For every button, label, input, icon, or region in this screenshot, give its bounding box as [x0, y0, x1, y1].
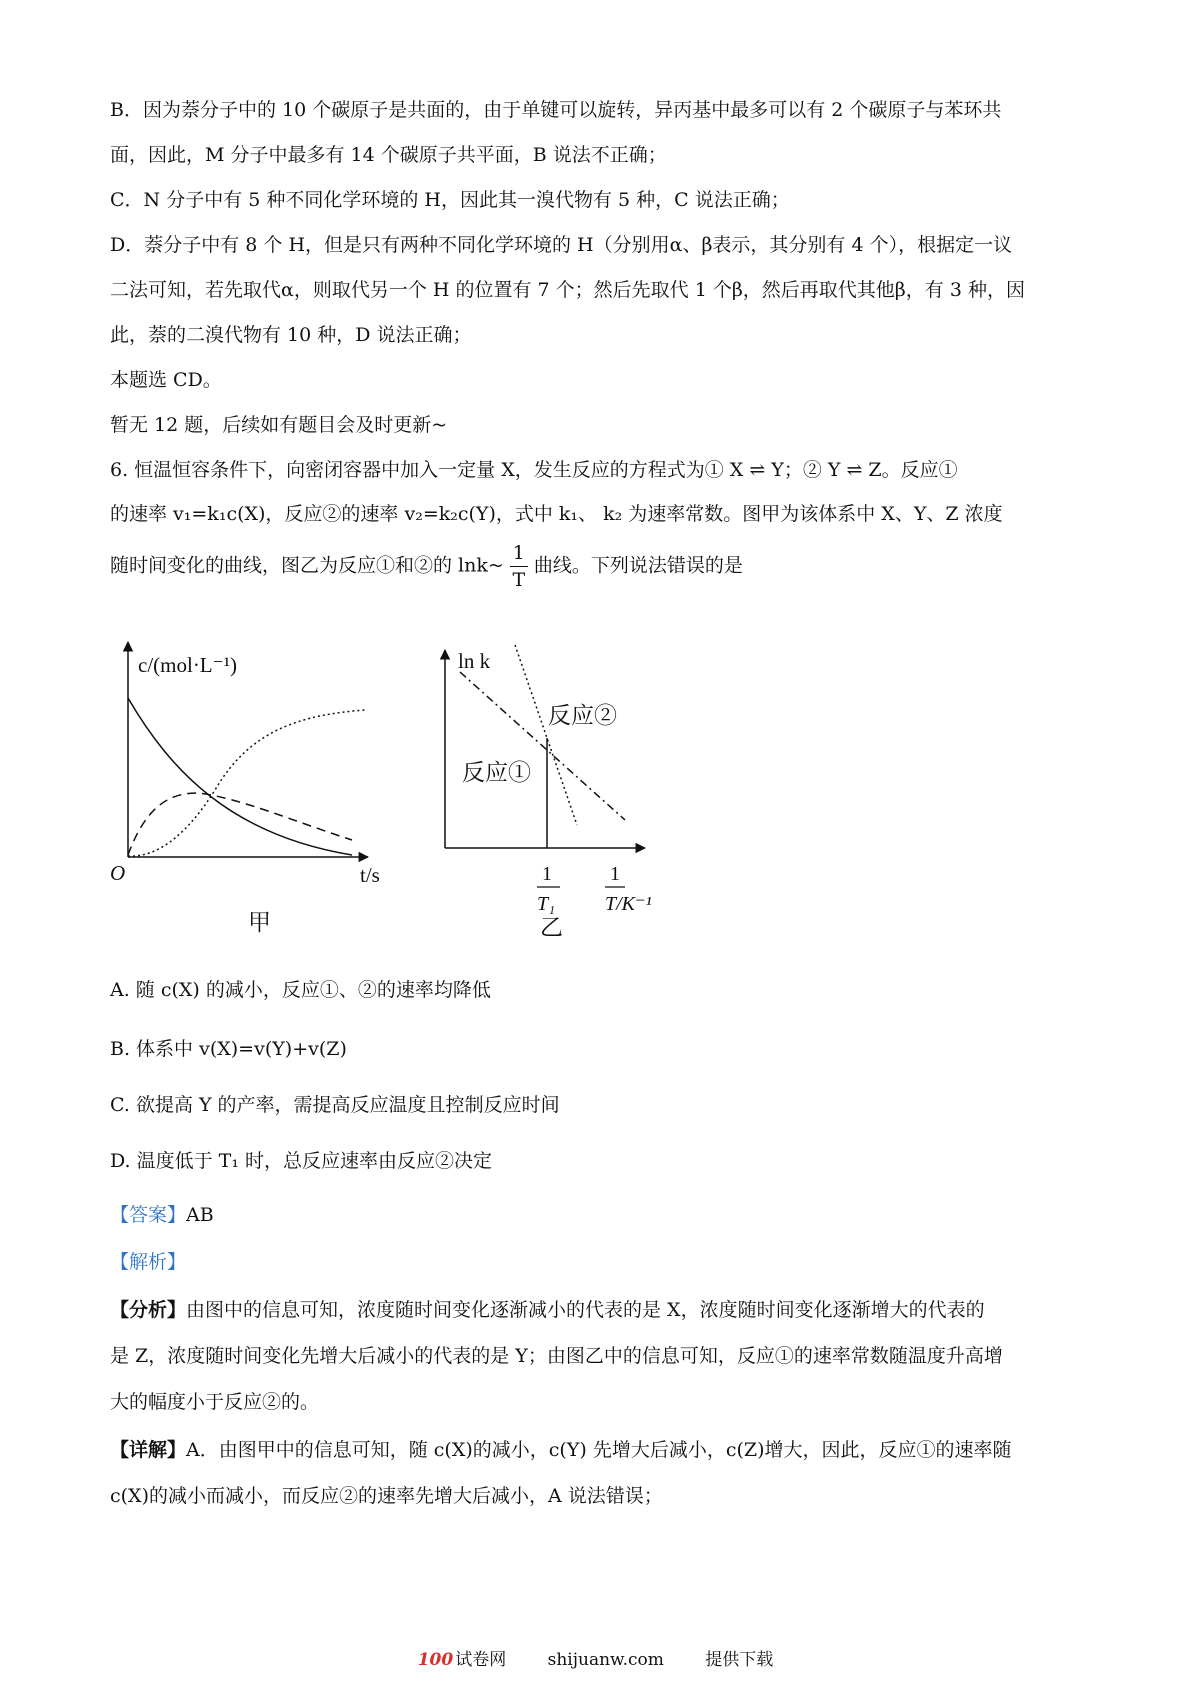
reaction-1-label: 反应① — [462, 760, 531, 785]
site-name: 试卷网 — [455, 1650, 507, 1670]
question-6-line-1: 6. 恒温恒容条件下，向密闭容器中加入一定量 X，发生反应的方程式为① X ⇌ Y；② Y ⇌ Z。反应① — [110, 459, 958, 481]
fenxi-label: 【分析】 — [110, 1299, 187, 1321]
x-axis-label: t/s — [360, 863, 380, 887]
reaction-2-label: 反应② — [548, 703, 617, 728]
figure-lnk-invT — [445, 645, 652, 940]
answer-value: AB — [186, 1204, 214, 1226]
tick-1-numerator: 1 — [542, 863, 552, 885]
text-line: 此，萘的二溴代物有 10 种，D 说法正确； — [110, 324, 472, 346]
curve-z — [128, 710, 365, 856]
line-reaction-2 — [515, 645, 577, 825]
text-line: 二法可知，若先取代α，则取代另一个 H 的位置有 7 个；然后先取代 1 个β，然后再取代其他β，有 3 种，因 — [110, 279, 1025, 301]
curve-x — [128, 698, 352, 855]
y-axis-label: c/(mol·L⁻¹) — [138, 653, 238, 677]
site-logo: 100 — [417, 1650, 454, 1670]
tick-2-denominator: T/K⁻¹ — [605, 893, 652, 915]
question-6-line-3 — [110, 540, 743, 593]
xiangjie-line-1 — [110, 1436, 1012, 1464]
option-a: A. 随 c(X) 的减小，反应①、②的速率均降低 — [110, 979, 491, 1001]
answer-line — [110, 1201, 214, 1229]
fenxi-line-1 — [110, 1296, 985, 1324]
tick-1-denominator: T₁ — [537, 893, 556, 915]
fenxi-line-3: 大的幅度小于反应②的。 — [110, 1391, 320, 1413]
footer-note: 提供下载 — [705, 1650, 774, 1670]
analysis-label: 【解析】 — [110, 1251, 187, 1273]
fraction-1-over-T — [510, 540, 528, 593]
xiangjie-text: A．由图甲中的信息可知，随 c(X)的减小，c(Y) 先增大后减小，c(Z)增大，因此，反应①的速率随 — [186, 1439, 1012, 1461]
text-line: 暂无 12 题，后续如有题目会及时更新~ — [110, 414, 448, 436]
origin-label: O — [110, 861, 126, 885]
fenxi-text: 由图中的信息可知，浓度随时间变化逐渐减小的代表的是 X，浓度随时间变化逐渐增大的代表的 — [186, 1299, 985, 1321]
fenxi-line-2: 是 Z，浓度随时间变化先增大后减小的代表的是 Y；由图乙中的信息可知，反应①的速率常数随温度升高增 — [110, 1345, 1003, 1367]
q6-line3-text: 随时间变化的曲线，图乙为反应①和②的 lnk~ — [110, 554, 504, 577]
page-footer — [0, 1645, 1191, 1670]
fraction-numerator: 1 — [510, 540, 528, 567]
line-reaction-1 — [460, 672, 625, 820]
xiangjie-line-2: c(X)的减小而减小，而反应②的速率先增大后减小，A 说法错误； — [110, 1485, 663, 1507]
text-line: 面，因此，M 分子中最多有 14 个碳原子共平面，B 说法不正确； — [110, 144, 667, 166]
figure-caption: 甲 — [248, 910, 271, 935]
q6-line3-text-end: 曲线。下列说法错误的是 — [533, 554, 743, 577]
figure-caption: 乙 — [540, 915, 563, 940]
figures — [0, 630, 1191, 950]
option-c: C. 欲提高 Y 的产率，需提高反应温度且控制反应时间 — [110, 1094, 560, 1116]
figure-concentration-time — [110, 642, 380, 935]
text-line: C．N 分子中有 5 种不同化学环境的 H，因此其一溴代物有 5 种，C 说法正确； — [110, 189, 790, 211]
y-axis-label: ln k — [458, 649, 491, 673]
curve-y — [128, 793, 352, 855]
option-d: D. 温度低于 T₁ 时，总反应速率由反应②决定 — [110, 1150, 493, 1172]
tick-2-numerator: 1 — [610, 863, 620, 885]
text-line: B．因为萘分子中的 10 个碳原子是共面的，由于单键可以旋转，异丙基中最多可以有 2 个碳原子与苯环共 — [110, 99, 1002, 121]
fraction-denominator: T — [512, 569, 526, 591]
text-line: 本题选 CD。 — [110, 369, 222, 391]
option-b: B. 体系中 v(X)=v(Y)+v(Z) — [110, 1038, 347, 1060]
site-url[interactable]: shijuanw.com — [547, 1650, 664, 1670]
text-line: D．萘分子中有 8 个 H，但是只有两种不同化学环境的 H（分别用α、β表示，其分别有 4 个），根据定一议 — [110, 234, 1013, 256]
answer-label: 【答案】 — [110, 1204, 187, 1226]
xiangjie-label: 【详解】 — [110, 1439, 187, 1461]
question-6-line-2: 的速率 v₁=k₁c(X)，反应②的速率 v₂=k₂c(Y)，式中 k₁、 k₂ 为速率常数。图甲为该体系中 X、Y、Z 浓度 — [110, 503, 1003, 525]
